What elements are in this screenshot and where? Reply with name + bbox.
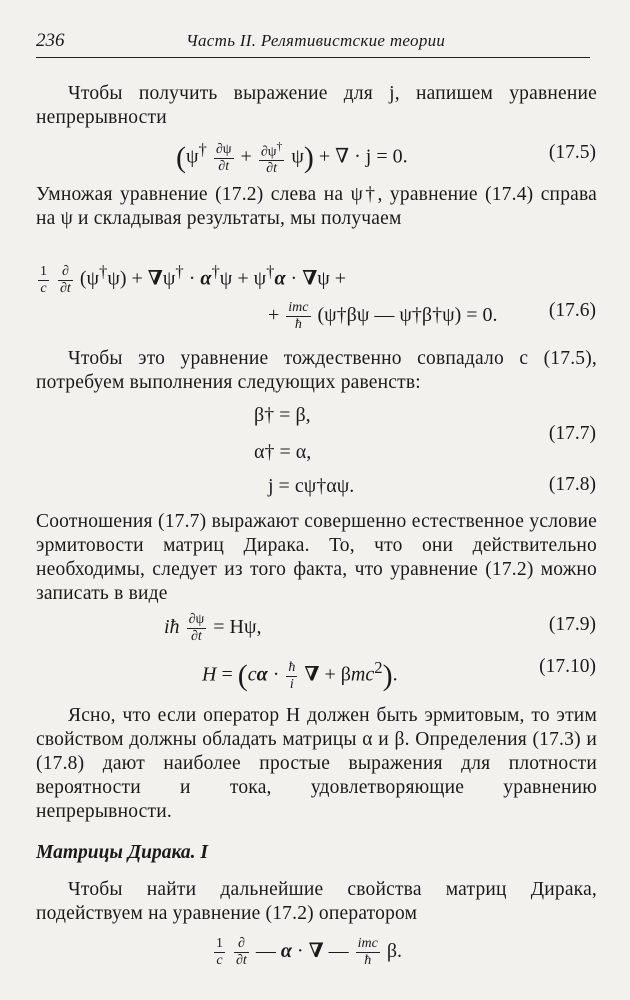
- section-heading: Матрицы Дирака. I: [36, 842, 208, 863]
- equation-17-6-line-1: $\frac{1}{c}$ $\frac{\partial}{\partial t}$ (ψ†ψ) + ∇ψ† · α†ψ + ψ†α · ∇ψ +: [40, 262, 347, 296]
- paragraph-4: Соотношения (17.7) выражают совершенно естественное условие эрмитовости матриц Дирака. То, что они действительно необходимы, следует из того факта, что уравнение (17.2) можно записать в виде: [36, 511, 597, 604]
- equation-17-9: iħ $\frac{\partial\psi}{\partial t}$ = Hψ,: [164, 612, 262, 644]
- equation-17-5: (ψ† $\frac{\partial\psi}{\partial t}$ + $\frac{\partial\psi^\dagger}{\partial t}$ ψ) + ∇ · j = 0.: [176, 139, 408, 177]
- equation-number-17-8: (17.8): [548, 474, 596, 495]
- equation-number-17-9: (17.9): [548, 614, 596, 635]
- equation-17-6-line-2: + $\frac{\text{imc}}{ħ}$ (ψ†βψ — ψ†β†ψ) = 0.: [268, 300, 498, 332]
- header-rule: [36, 57, 590, 58]
- equation-17-10: H = (cα · $\frac{ħ}{i}$ ∇ + βmc$^2$).: [202, 658, 398, 693]
- equation-17-7b: α† = α,: [254, 441, 312, 463]
- equation-number-17-10: (17.10): [539, 656, 596, 677]
- running-title: Часть II. Релятивистские теории: [186, 31, 446, 50]
- page-number: 236: [36, 30, 65, 51]
- operator-expression: $\frac{1}{c}$ $\frac{\partial}{\partial t}$ — α · ∇ — $\frac{\text{imc}}{ħ}$ β.: [216, 936, 403, 968]
- paragraph-3: Чтобы это уравнение тождественно совпадало с (17.5), потребуем выполнения следующих равенств:: [36, 348, 597, 393]
- paragraph-5: Ясно, что если оператор H должен быть эрмитовым, то этим свойством должны обладать матрицы α и β. Определения (17.3) и (17.8) дают наиболее простые выражения для плотности вероятности и тока, удовлетворяющие уравнению непрерывности.: [36, 705, 597, 822]
- equation-17-9-rhs: = Hψ,: [213, 616, 262, 639]
- equation-number-17-6: (17.6): [548, 300, 596, 321]
- equation-number-17-7: (17.7): [548, 423, 596, 444]
- equation-17-7a: β† = β,: [254, 404, 311, 426]
- paragraph-2: Умножая уравнение (17.2) слева на ψ†, уравнение (17.4) справа на ψ и складывая результаты, мы получаем: [36, 184, 597, 229]
- equation-17-5-tail: + ∇ · j = 0.: [318, 145, 408, 168]
- equation-number-17-5: (17.5): [548, 142, 596, 163]
- paragraph-6: Чтобы найти дальнейшие свойства матриц Дирака, подействуем на уравнение (17.2) оператором: [36, 879, 597, 924]
- page-header: [36, 30, 590, 56]
- equation-17-8: j = cψ†αψ.: [268, 475, 355, 497]
- equation-17-6-tail: (ψ†βψ — ψ†β†ψ) = 0.: [317, 304, 498, 327]
- paragraph-1: Чтобы получить выражение для j, напишем уравнение непрерывности: [36, 83, 597, 128]
